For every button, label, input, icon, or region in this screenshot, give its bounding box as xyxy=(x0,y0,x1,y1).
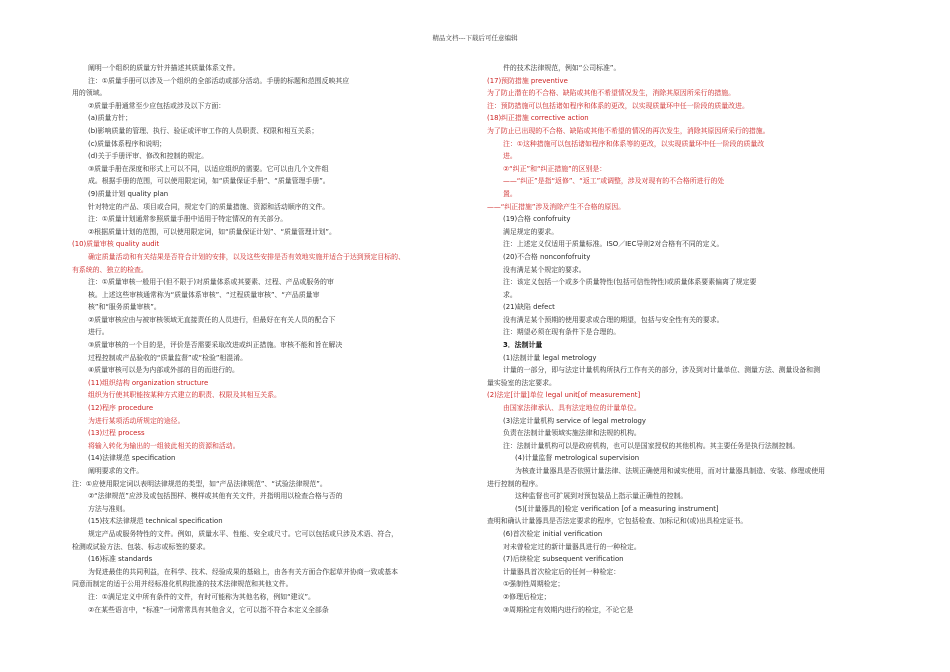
left-text-line: 注：①质量计划通常参照质量手册中适用于特定情况的有关部分。 xyxy=(88,215,288,224)
right-text-line: (6)首次检定 initial verification xyxy=(503,529,603,538)
right-text-line: ——“纠正”是指“返修”、“返工”或调整，涉及对现有的不合格所进行的处 xyxy=(503,177,725,186)
left-text-line: (13)过程 process xyxy=(88,429,145,438)
right-text-line: 为核查计量器具是否依照计量法律、法规正确使用和诚实使用，而对计量器具制造、安装、修理或使用 xyxy=(515,467,826,475)
left-text-line: 将输入转化为输出的一组彼此相关的资源和活动。 xyxy=(88,441,240,450)
right-text-line: 为了防止潜在的不合格、缺陷或其他不希望情况发生，消除其原因所采行的措施。 xyxy=(487,89,736,98)
left-text-line: (9)质量计划 quality plan xyxy=(88,189,169,198)
left-text-line: 方法与准则。 xyxy=(88,504,130,513)
right-text-line: 注：该定义包括一个或多个质量特性(包括可信性特性)或质量体系要素偏离了规定要 xyxy=(503,278,757,287)
left-text-line: ②“法律规范”应涉及或包括图样、模样或其他有关文件，并指明用以检查合格与否的 xyxy=(88,492,343,501)
right-text-line: 进行控制的程序。 xyxy=(487,479,543,488)
right-text-line: (4)计量监督 metrological supervision xyxy=(515,454,640,463)
left-text-line: ②根据质量计划的范围，可以使用限定词，如“质量保证计划”、“质量管理计划”。 xyxy=(88,227,336,236)
right-text-line: ③周期检定有效期内进行的检定，不论它是 xyxy=(503,605,634,614)
left-text-line: 同意而制定的适于公用并经标准化机构批准的技术法律规范和其他文件。 xyxy=(72,580,293,589)
right-text-line: 这种监督也可扩展到对预包装品上指示量正确性的控制。 xyxy=(515,492,688,501)
left-text-line: ③质量手册在深度和形式上可以不同，以适应组织的需要。它可以由几个文件组 xyxy=(88,164,329,173)
right-text-line: ②“纠正”和“纠正措施”的区别是： xyxy=(503,164,607,173)
left-text-line: 注：①满足定义中所有条件的文件，有时可能称为其他名称，例如“建议”。 xyxy=(88,592,315,601)
left-text-line: (14)法律规范 specification xyxy=(88,454,176,463)
right-text-line: 没有满足某个预期的使用要求或合理的期望，包括与安全性有关的要求。 xyxy=(503,315,724,324)
left-text-line: 有系统的、独立的检查。 xyxy=(72,265,148,274)
right-text-line: 为了防止已出现的不合格、缺陷或其他不希望的情况的再次发生，消除其原因所采行的措施。 xyxy=(487,126,770,135)
right-text-line: 没有满足某个规定的要求。 xyxy=(503,265,586,274)
right-text-line: 注：期望必须在现有条件下是合理的。 xyxy=(503,328,621,337)
right-text-line: 进。 xyxy=(503,152,517,161)
left-text-line: 确定质量活动和有关结果是否符合计划的安排，以及这些安排是否有效地实施并适合于达到预定目标的、 xyxy=(88,252,405,261)
right-text-line: 注：上述定义仅适用于质量标准。ISO／IEC导则2对合格有不同的定义。 xyxy=(503,240,724,249)
right-text-line: 置。 xyxy=(503,189,517,198)
right-text-line: (20)不合格 nonconfofruity xyxy=(503,252,591,261)
right-text-line: ②修理后检定； xyxy=(503,592,551,601)
left-text-line: 为进行某项活动所规定的途径。 xyxy=(88,416,185,425)
right-text-line: 3．法制计量 xyxy=(503,341,543,350)
right-text-line: 注：①这种措施可以包括诸如程序和体系等的更改，以实现质量环中任一阶段的质量改 xyxy=(503,139,765,148)
right-text-line: 计量器具首次检定后的任何一种检定： xyxy=(503,567,621,576)
right-text-line: 对未曾检定过的新计量器具进行的一种检定。 xyxy=(503,542,641,551)
left-text-line: 检测或试验方法、包装、标志或标签的要求。 xyxy=(72,542,210,551)
left-text-line: ④质量审核可以是为内部或外部的目的而进行的。 xyxy=(88,366,239,375)
left-text-line: 成。根据手册的范围，可以使用限定词，如“质量保证手册”、“质量管理手册”。 xyxy=(88,177,330,186)
left-text-line: (d)关于手册评审、修改和控制的规定。 xyxy=(88,152,208,161)
page-header: 精品文档---下载后可任意编辑 xyxy=(432,34,518,42)
left-text-line: 规定产品或服务特性的文件。例如，质量水平、性能、安全或尺寸。它可以包括或只涉及术语、符合， xyxy=(88,529,399,538)
left-text-line: 核”和“服务质量审核”。 xyxy=(88,303,161,312)
left-text-line: 为促进最佳的共同利益，在科学、技术、经验成果的基础上，由各有关方面合作起草并协商一致或基本 xyxy=(88,567,399,576)
left-text-line: (c)质量体系程序和说明； xyxy=(88,139,167,148)
right-text-line: 件的技术法律规范，例如“公司标准”。 xyxy=(503,64,621,72)
left-text-line: (16)标准 standards xyxy=(88,555,153,564)
right-text-line: 注：预防措施可以包括诸如程序和体系的更改，以实现质量环中任一阶段的质量改进。 xyxy=(487,101,749,110)
right-text-line: ——“纠正措施”涉及消除产生不合格的原因。 xyxy=(487,202,626,211)
left-text-line: 进行。 xyxy=(88,328,109,337)
left-text-line: 核。上述这些审核通常称为“质量体系审核”、“过程质量审核”、“产品质量审 xyxy=(88,290,320,299)
right-text-line: (21)缺陷 defect xyxy=(503,303,555,312)
right-text-line: 由国家法律承认、具有法定地位的计量单位。 xyxy=(503,404,641,413)
left-text-line: ③质量审核的一个目的是，评价是否需要采取改进或纠正措施。审核不能和旨在解决 xyxy=(88,341,343,350)
left-text-line: 针对特定的产品、项目或合同，规定专门的质量措施、资源和活动顺序的文件。 xyxy=(88,202,330,211)
right-text-line: (17)预防措施 preventive xyxy=(487,76,568,85)
left-text-line: 过程控制或产品验收的“质量监督”或“检验”相混淆。 xyxy=(88,353,247,362)
left-text-line: (b)影响质量的管理、执行、验证或评审工作的人员职责、权限和相互关系； xyxy=(88,126,319,135)
left-text-line: (11)组织结构 organization structure xyxy=(88,378,209,387)
left-text-line: 阐明一个组织的质量方针并描述其质量体系文件。 xyxy=(88,64,240,72)
right-text-line: (18)纠正措施 corrective action xyxy=(487,114,589,123)
left-text-line: 组织为行使其职能按某种方式建立的职责、权限及其相互关系。 xyxy=(88,391,281,400)
right-text-line: ①强制性周期检定； xyxy=(503,580,565,589)
right-text-line: (2)法定[计量]单位 legal unit[of measurement] xyxy=(487,391,641,400)
right-text-line: (1)法制计量 legal metrology xyxy=(503,353,597,362)
left-text-line: (15)技术法律规范 technical specification xyxy=(88,517,223,526)
right-text-line: 满足规定的要求。 xyxy=(503,227,559,236)
right-text-line: 求。 xyxy=(503,290,517,299)
right-text-line: 量实验室的法定要求。 xyxy=(487,378,556,387)
right-text-line: 注：法制计量机构可以是政府机构，也可以是国家授权的其他机构。其主要任务是执行法制控制。 xyxy=(503,441,800,450)
right-text-line: (3)法定计量机构 service of legal metrology xyxy=(503,416,646,425)
right-text-line: (7)后续检定 subsequent verification xyxy=(503,555,624,564)
right-text-line: 计量的一部分，即与法定计量机构所执行工作有关的部分，涉及到对计量单位、测量方法、测量设备和测 xyxy=(503,366,820,375)
left-text-line: 用的领域。 xyxy=(72,89,107,98)
left-text-line: 注：①质量审核一般用于(但不限于)对质量体系或其要素、过程、产品或服务的审 xyxy=(88,278,334,287)
left-text-line: ②质量审核应由与被审核领域无直接责任的人员进行，但最好在有关人员的配合下 xyxy=(88,315,336,324)
left-text-line: (10)质量审核 quality audit xyxy=(72,240,160,249)
right-text-line: 查明和确认计量器具是否法定要求的程序，它包括检查、加标记和(或)出具检定证书。 xyxy=(487,517,748,526)
right-text-line: 负责在法制计量领域实施法律和法规的机构。 xyxy=(503,429,641,438)
left-text-line: 阐明要求的文件。 xyxy=(88,467,144,475)
right-text-line: (5)[计量器具的]检定 verification [of a measuring instrument] xyxy=(515,504,719,513)
left-text-line: (12)程序 procedure xyxy=(88,404,154,413)
left-text-line: 注：①质量手册可以涉及一个组织的全部活动或部分活动。手册的标题和范围反映其应 xyxy=(88,76,350,85)
right-text-line: (19)合格 confofruity xyxy=(503,215,571,224)
left-text-line: ②质量手册通常至少应包括或涉及以下方面： xyxy=(88,101,226,110)
left-text-line: ②在某些语言中，“标准”一词常常具有其他含义，它可以指不符合本定义全部条 xyxy=(88,605,329,614)
left-text-line: (a)质量方针； xyxy=(88,114,133,123)
right-column xyxy=(487,62,882,616)
left-column xyxy=(72,62,467,616)
left-text-line: 注：①应使用限定词以表明法律规范的类型，如“产品法律规范”、“试验法律规范”。 xyxy=(72,479,327,488)
